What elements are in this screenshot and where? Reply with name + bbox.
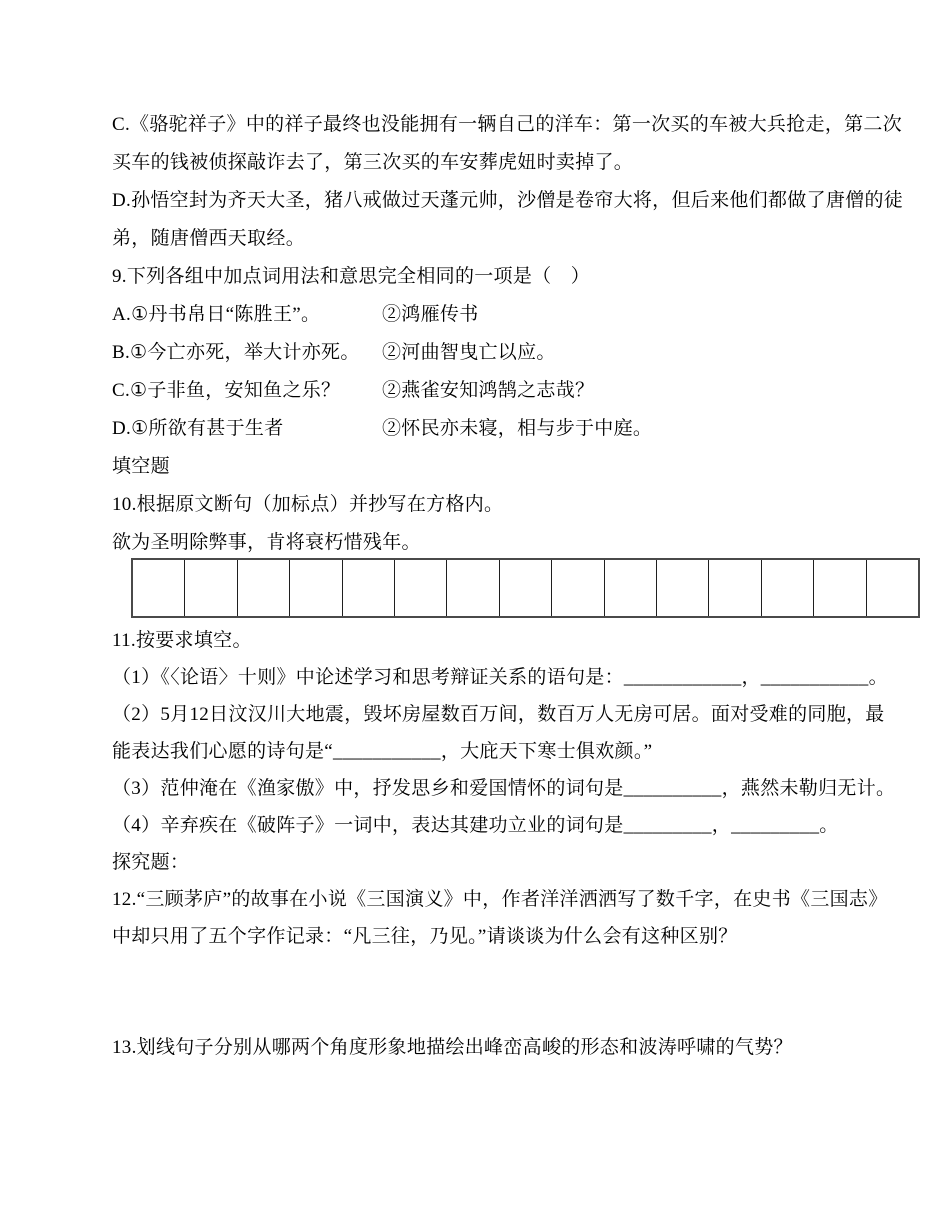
question-13-block (112, 1029, 930, 1066)
grid-cell (867, 560, 918, 616)
grid-cell (762, 560, 814, 616)
novel-option-d-line2: 弟，随唐僧西天取经。 (112, 228, 306, 249)
grid-cell (552, 560, 604, 616)
question-10-quote: 欲为圣明除弊事，肯将衰朽惜残年。 (112, 532, 421, 553)
q11-item-2-line1: （2）5月12日汶汉川大地震，毁坏房屋数百万间，数百万人无房可居。面对受难的同胞，最 (112, 704, 885, 725)
grid-cell (238, 560, 290, 616)
q11-item-1: （1）《〈论语〉十则》中论述学习和思考辩证关系的语句是：____________，___________。 (112, 667, 888, 688)
question-9-stem: 9.下列各组中加点词用法和意思完全相同的一项是（ ） (112, 266, 591, 287)
grid-cell (185, 560, 237, 616)
grid-cell (709, 560, 761, 616)
q9-option-d (112, 410, 930, 448)
upper-text-block (112, 106, 930, 562)
grid-cell (290, 560, 342, 616)
grid-cell (343, 560, 395, 616)
q9-option-d-part1: D.①所欲有甚于生者 (112, 418, 284, 439)
answer-grid (131, 558, 920, 618)
q9-option-a-part2: ②鸿雁传书 (382, 304, 479, 325)
grid-cell (605, 560, 657, 616)
section-title-fill-blank: 填空题 (112, 456, 170, 477)
q9-option-c-part2: ②燕雀安知鸿鹄之志哉？ (382, 380, 595, 401)
section-title-exploration: 探究题： (112, 852, 190, 873)
question-11-stem: 11.按要求填空。 (112, 630, 252, 651)
grid-cell (447, 560, 499, 616)
q9-option-b (112, 334, 930, 372)
question-10-stem: 10.根据原文断句（加标点）并抄写在方格内。 (112, 494, 504, 515)
q9-option-a (112, 296, 930, 334)
q9-option-b-part1: B.①今亡亦死，举大计亦死。 (112, 342, 360, 363)
grid-cell (657, 560, 709, 616)
question-12-line2: 中却只用了五个字作记录：“凡三往，乃见。”请谈谈为什么会有这种区别？ (112, 926, 738, 947)
q9-option-d-part2: ②怀民亦未寝，相与步于中庭。 (382, 418, 653, 439)
question-12-line1: 12.“三顾茅庐”的故事在小说《三国演义》中，作者洋洋洒洒写了数千字，在史书《三国志》 (112, 889, 888, 910)
q11-item-2-line2: 能表达我们心愿的诗句是“___________，大庇天下寒士俱欢颜。” (112, 741, 653, 762)
grid-cell (500, 560, 552, 616)
lower-text-block (112, 622, 930, 955)
q9-option-a-part1: A.①丹书帛日“陈胜王”。 (112, 304, 321, 325)
q9-option-c-part1: C.①子非鱼，安知鱼之乐？ (112, 380, 341, 401)
grid-cell (395, 560, 447, 616)
novel-option-c-line2: 买车的钱被侦探敲诈去了，第三次买的车安葬虎妞时卖掉了。 (112, 152, 634, 173)
grid-cell (814, 560, 866, 616)
novel-option-c-line1: C.《骆驼祥子》中的祥子最终也没能拥有一辆自己的洋车：第一次买的车被大兵抢走，第二次 (112, 114, 903, 135)
q11-item-4: （4）辛弃疾在《破阵子》一词中，表达其建功立业的词句是_________，_________。 (112, 815, 839, 836)
novel-option-d-line1: D.孙悟空封为齐天大圣，猪八戒做过天蓬元帅，沙僧是卷帘大将，但后来他们都做了唐僧的徒 (112, 190, 904, 211)
grid-cell (133, 560, 185, 616)
q11-item-3: （3）范仲淹在《渔家傲》中，抒发思乡和爱国情怀的词句是__________，燕然未勒归无计。 (112, 778, 896, 799)
question-13: 13.划线句子分别从哪两个角度形象地描绘出峰峦高峻的形态和波涛呼啸的气势？ (112, 1037, 793, 1058)
q9-option-c (112, 372, 930, 410)
q9-option-b-part2: ②河曲智曳亡以应。 (382, 342, 556, 363)
